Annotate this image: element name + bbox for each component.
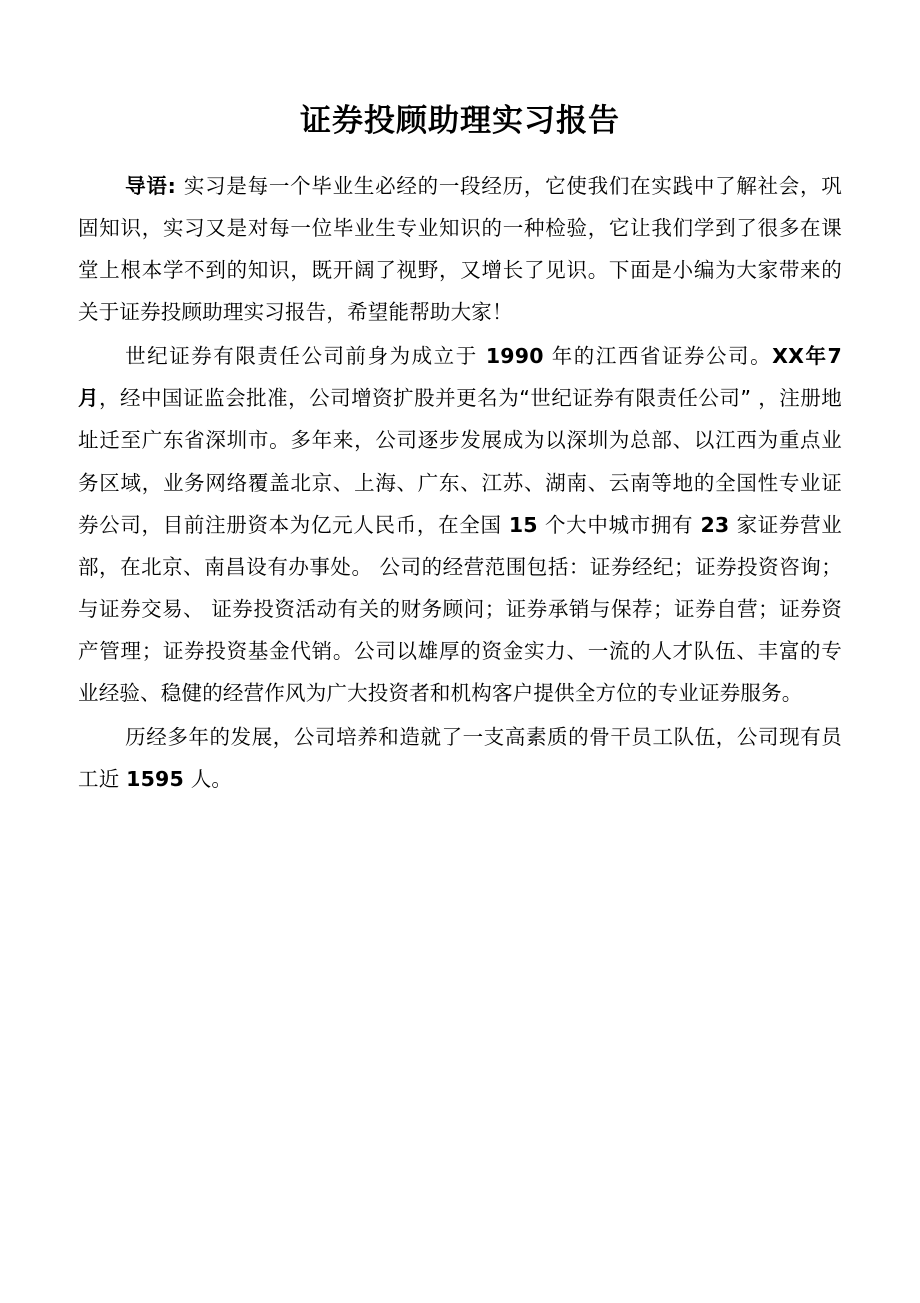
text-run: 导语: <box>125 174 184 199</box>
text-run: 1595 <box>126 766 184 791</box>
text-run: 年的江西省证券公司。 <box>543 344 773 369</box>
text-run: 23 <box>700 512 730 537</box>
text-run: 家证券营业部，在北京、南昌设有办事处。 公司的经营范围包括：证券经纪；证券投资咨询； 与证券交易、 证券投资活动有关的财务顾问；证券承销与保荐；证券自营；证券资产管理；证券投资基金代销。公司以雄厚的资金实力、一流的人才队伍、丰富的专业经验、稳健的经营作风为广大投资者和机构客户提供全方位的专业证券服务。 <box>78 512 842 705</box>
text-run: 1990 <box>485 344 544 369</box>
text-run: 世纪证券有限责任公司前身为成立于 <box>125 344 486 369</box>
text-run: 个大中城市拥有 <box>537 512 701 537</box>
document-body <box>78 165 842 799</box>
paragraph-staff <box>78 716 842 800</box>
text-run: 实习是每一个毕业生必经的一段经历，它使我们在实践中了解社会，巩固知识，实习又是对每一位毕业生专业知识的一种检验，它让我们学到了很多在课堂上根本学不到的知识，既开阔了视野，又增长了见识。下面是小编为大家带来的关于证券投顾助理实习报告，希望能帮助大家！ <box>78 174 842 325</box>
text-run: ，经中国证监会批准，公司增资扩股并更名为“世纪证券有限责任公司” ，注册地址迁至广东省深圳市。多年来，公司逐步发展成为以深圳为总部、以江西为重点业务区域，业务网络覆盖北京、上海、广东、江苏、湖南、云南等地的全国性专业证券公司，目前注册资本为亿元人民币，在全国 <box>78 386 843 537</box>
text-run: 人。 <box>183 766 233 791</box>
text-run: 15 <box>508 512 538 537</box>
paragraph-company-profile <box>78 335 842 713</box>
page-title: 证券投顾助理实习报告 <box>300 103 620 139</box>
text-run: 历经多年的发展，公司培养和造就了一支高素质的骨干员工队伍，公司现有员工近 <box>78 724 842 791</box>
paragraph-intro <box>78 165 842 333</box>
text-run: XX年7月 <box>78 344 842 411</box>
